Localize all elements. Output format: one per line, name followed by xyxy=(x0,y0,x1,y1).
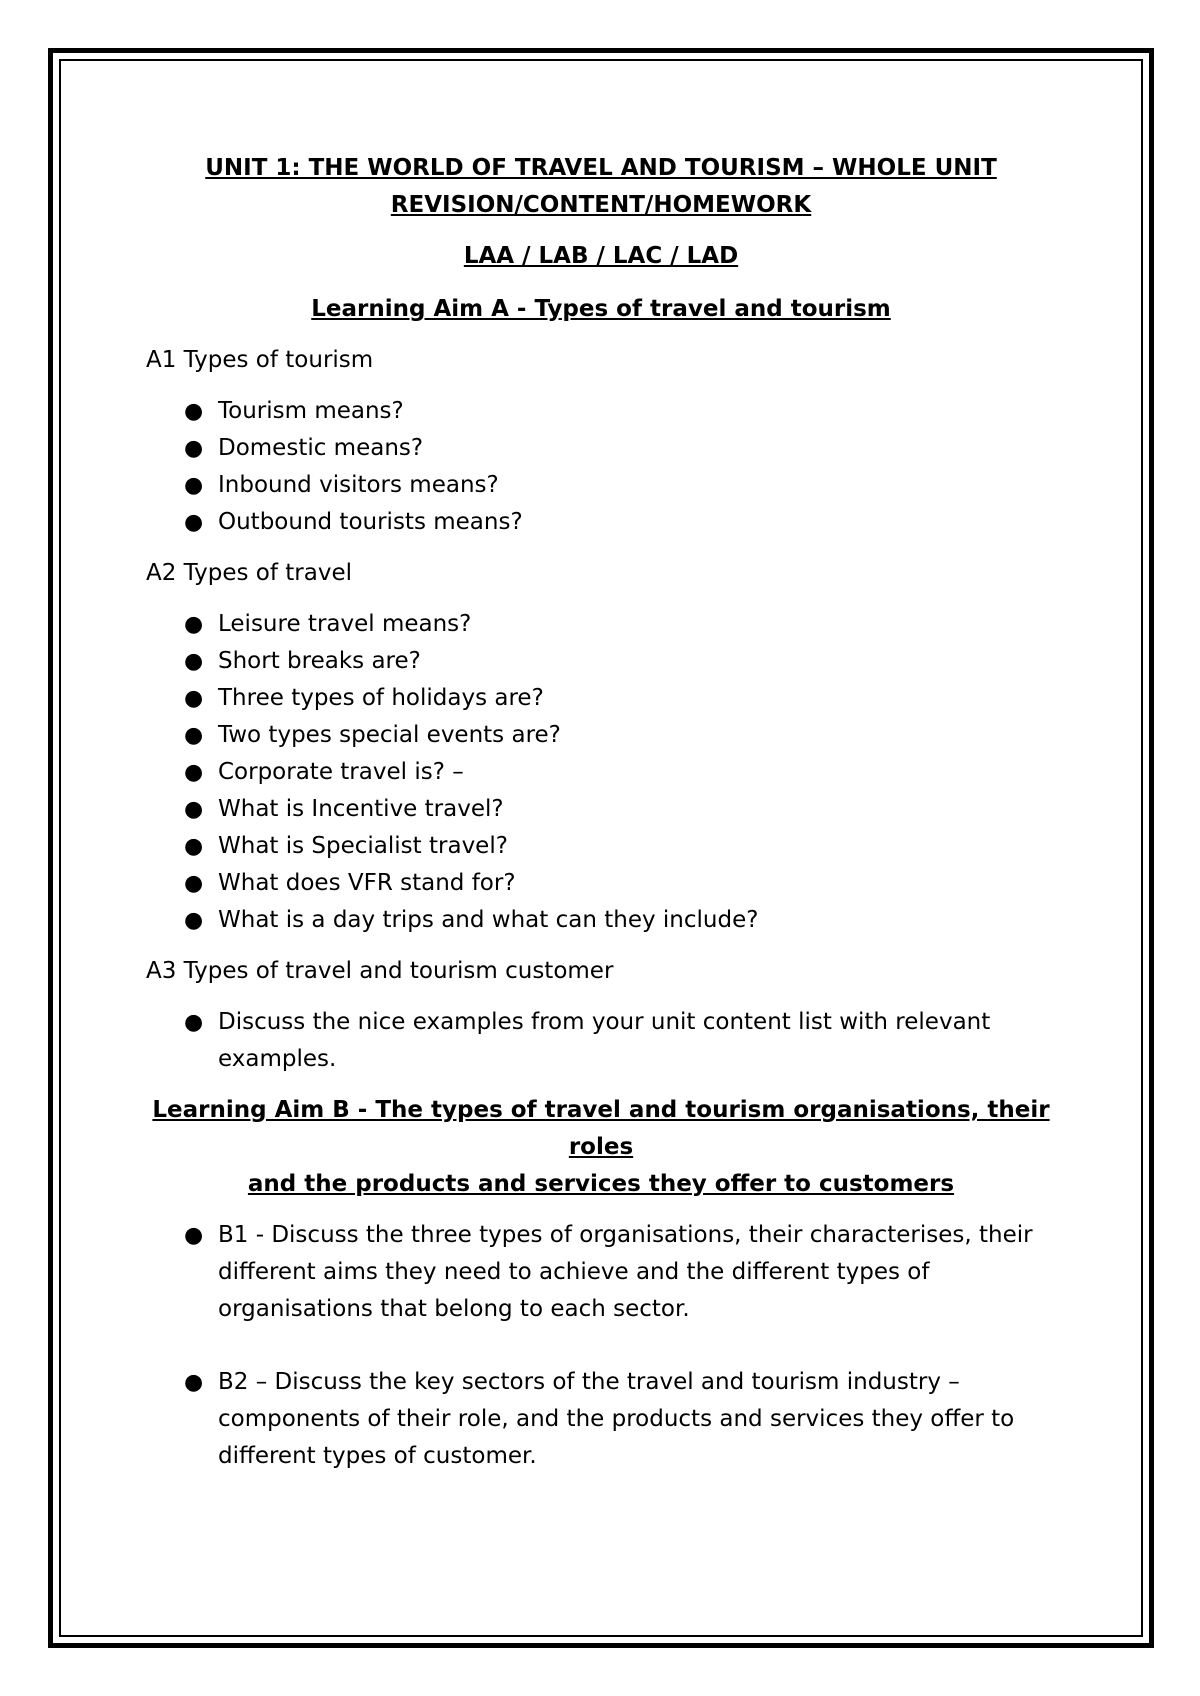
bullet-icon: ● xyxy=(184,686,204,711)
bullet-icon: ● xyxy=(184,1010,204,1035)
spacer xyxy=(146,1328,1056,1364)
a2-list xyxy=(146,606,1056,939)
aim-b-heading xyxy=(122,1092,1080,1203)
aim-b-list xyxy=(146,1217,1056,1475)
aim-b-heading-line1: Learning Aim B - The types of travel and tourism organisations, their roles xyxy=(152,1097,1050,1160)
aim-a-heading: Learning Aim A - Types of travel and tourism xyxy=(311,296,891,322)
bullet-icon: ● xyxy=(184,399,204,424)
list-item-text: What is a day trips and what can they include? xyxy=(218,907,759,933)
a2-label: A2 Types of travel xyxy=(146,560,353,586)
list-item-text: Domestic means? xyxy=(218,435,424,461)
list-item xyxy=(146,828,1056,865)
bullet-icon: ● xyxy=(184,797,204,822)
list-item-text: Discuss the nice examples from your unit content list with relevant examples. xyxy=(218,1009,991,1072)
bullet-icon: ● xyxy=(184,1223,204,1248)
list-item xyxy=(146,717,1056,754)
learning-aims-codes: LAA / LAB / LAC / LAD xyxy=(463,243,739,269)
list-item-text: Short breaks are? xyxy=(218,648,421,674)
bullet-icon: ● xyxy=(184,612,204,637)
bullet-icon: ● xyxy=(184,473,204,498)
bullet-icon: ● xyxy=(184,908,204,933)
list-item-text: What is Specialist travel? xyxy=(218,833,508,859)
list-item xyxy=(146,606,1056,643)
aim-b-heading-line2: and the products and services they offer to customers xyxy=(247,1171,955,1197)
list-item xyxy=(146,430,1056,467)
document-body xyxy=(146,150,1056,1489)
list-item xyxy=(146,902,1056,939)
list-item-text: Corporate travel is? – xyxy=(218,759,464,785)
document-title-line2: REVISION/CONTENT/HOMEWORK xyxy=(390,192,812,218)
list-item-text: Outbound tourists means? xyxy=(218,509,523,535)
bullet-icon: ● xyxy=(184,760,204,785)
a1-label: A1 Types of tourism xyxy=(146,347,374,373)
bullet-icon: ● xyxy=(184,436,204,461)
bullet-icon: ● xyxy=(184,834,204,859)
list-item-text: Leisure travel means? xyxy=(218,611,472,637)
list-item-b2 xyxy=(146,1364,1056,1475)
bullet-icon: ● xyxy=(184,723,204,748)
bullet-icon: ● xyxy=(184,1370,204,1395)
list-item xyxy=(146,467,1056,504)
list-item-text: Tourism means? xyxy=(218,398,404,424)
list-item xyxy=(146,643,1056,680)
list-item xyxy=(146,680,1056,717)
list-item-text: Two types special events are? xyxy=(218,722,561,748)
list-item xyxy=(146,865,1056,902)
bullet-icon: ● xyxy=(184,871,204,896)
document-title-line1: UNIT 1: THE WORLD OF TRAVEL AND TOURISM – WHOLE UNIT xyxy=(205,155,997,181)
list-item xyxy=(146,754,1056,791)
list-item xyxy=(146,504,1056,541)
a3-list xyxy=(146,1004,1056,1078)
a1-list xyxy=(146,393,1056,541)
list-item-text: Three types of holidays are? xyxy=(218,685,544,711)
bullet-icon: ● xyxy=(184,510,204,535)
list-item xyxy=(146,791,1056,828)
list-item-text: B1 - Discuss the three types of organisations, their characterises, their different aims they need to achieve and the different types of organisations that belong to each sector. xyxy=(218,1222,1033,1322)
list-item xyxy=(146,393,1056,430)
list-item-text: What is Incentive travel? xyxy=(218,796,504,822)
list-item-text: Inbound visitors means? xyxy=(218,472,499,498)
list-item-text: B2 – Discuss the key sectors of the travel and tourism industry – components of their role, and the products and services they offer to different types of customer. xyxy=(218,1369,1015,1469)
list-item-text: What does VFR stand for? xyxy=(218,870,516,896)
a3-label: A3 Types of travel and tourism customer xyxy=(146,958,614,984)
document-title xyxy=(146,150,1056,224)
list-item xyxy=(146,1004,1056,1078)
bullet-icon: ● xyxy=(184,649,204,674)
list-item-b1 xyxy=(146,1217,1056,1328)
